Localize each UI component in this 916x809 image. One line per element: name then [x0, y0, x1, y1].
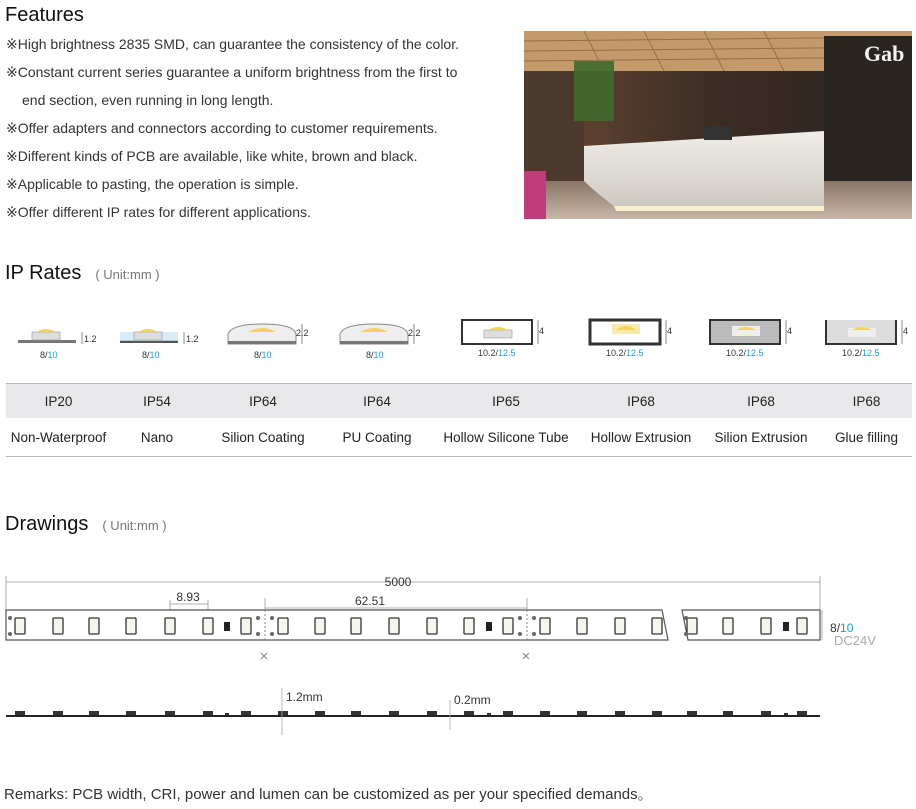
- side-led: [464, 711, 474, 715]
- svg-text:10.2/12.5: 10.2/12.5: [726, 348, 764, 358]
- profile-ip68-extrusion: [710, 320, 792, 358]
- side-led: [15, 711, 25, 715]
- side-led: [652, 711, 662, 715]
- solder-pad: [256, 632, 260, 636]
- features-list: [6, 30, 516, 226]
- side-led: [389, 711, 399, 715]
- side-led: [577, 711, 587, 715]
- resistor: [783, 622, 789, 631]
- led-chip: [577, 618, 587, 634]
- led-chip: [652, 618, 662, 634]
- svg-text:8/10: 8/10: [366, 350, 384, 360]
- side-led: [615, 711, 625, 715]
- svg-text:4: 4: [667, 326, 673, 336]
- led-chip: [89, 618, 99, 634]
- led-chip: [203, 618, 213, 634]
- svg-text:4: 4: [787, 326, 793, 336]
- ip-name-cell: Hollow Extrusion: [581, 418, 701, 457]
- led-chip: [241, 618, 251, 634]
- side-led: [427, 711, 437, 715]
- ip-name-row: [6, 418, 912, 457]
- solder-pad: [518, 616, 522, 620]
- solder-pad: [8, 632, 12, 636]
- svg-text:10.2/12.5: 10.2/12.5: [478, 348, 516, 358]
- solder-pad: [532, 616, 536, 620]
- profile-ip20: [18, 329, 97, 360]
- svg-text:1.2: 1.2: [186, 334, 199, 344]
- led-chip: [615, 618, 625, 634]
- side-led: [797, 711, 807, 715]
- solder-pad: [684, 632, 688, 636]
- side-led: [126, 711, 136, 715]
- side-led: [241, 711, 251, 715]
- drawings-unit: ( Unit:mm ): [102, 518, 167, 533]
- feature-item: ※High brightness 2835 SMD, can guarantee the consistency of the color.: [6, 36, 459, 52]
- side-led: [89, 711, 99, 715]
- svg-text:2.2: 2.2: [296, 328, 309, 338]
- cut-mark-icon: ✕: [521, 651, 531, 663]
- ip-rate-cell: IP68: [821, 384, 912, 419]
- side-resistor: [487, 713, 491, 715]
- svg-text:8/10: 8/10: [40, 350, 58, 360]
- led-chip: [278, 618, 288, 634]
- side-led: [203, 711, 213, 715]
- side-led: [165, 711, 175, 715]
- solder-pad: [270, 616, 274, 620]
- ip-rate-cell: IP68: [701, 384, 821, 419]
- side-led: [278, 711, 288, 715]
- led-chip: [126, 618, 136, 634]
- feature-item: ※Different kinds of PCB are available, like white, brown and black.: [6, 148, 418, 164]
- svg-text:2.2: 2.2: [408, 328, 421, 338]
- ip-rate-cell: IP65: [431, 384, 581, 419]
- solder-pad: [256, 616, 260, 620]
- led-chip: [540, 618, 550, 634]
- led-chip: [165, 618, 175, 634]
- led-chip: [315, 618, 325, 634]
- led-chip: [53, 618, 63, 634]
- ip-profile-icons: [0, 312, 916, 362]
- voltage-label: DC24V: [834, 633, 876, 648]
- remarks-text: Remarks: PCB width, CRI, power and lumen can be customized as per your specified demands。: [4, 786, 653, 803]
- ip-name-cell: Hollow Silicone Tube: [431, 418, 581, 457]
- profile-ip65: [462, 320, 544, 358]
- segment-label: 62.51: [354, 594, 386, 608]
- led-chip: [761, 618, 771, 634]
- pitch-label: 8.93: [176, 590, 200, 604]
- feature-item: ※Offer different IP rates for different applications.: [6, 204, 311, 220]
- feature-item: ※Offer adapters and connectors according to customer requirements.: [6, 120, 438, 136]
- resistor: [486, 622, 492, 631]
- ip-name-cell: Non-Waterproof: [6, 418, 111, 457]
- led-chip: [389, 618, 399, 634]
- profile-ip68-hollow: [590, 320, 672, 358]
- ip-rate-row: [6, 384, 912, 419]
- profile-ip64-pu: [340, 324, 421, 360]
- side-led: [687, 711, 697, 715]
- led-chip: [464, 618, 474, 634]
- ip-name-cell: Glue filling: [821, 418, 912, 457]
- ip-name-cell: Silion Extrusion: [701, 418, 821, 457]
- photo-logo: Gab: [864, 41, 905, 66]
- total-length-label: 5000: [384, 575, 412, 589]
- pcb-thickness-label: 0.2mm: [454, 693, 491, 707]
- led-chip: [503, 618, 513, 634]
- led-chip: [427, 618, 437, 634]
- svg-text:8/10: 8/10: [142, 350, 160, 360]
- ip-rates-title: IP Rates ( Unit:mm ): [5, 262, 160, 284]
- profile-ip64-silicone: [228, 324, 309, 360]
- solder-pad: [684, 616, 688, 620]
- profile-ip68-glue: [826, 320, 908, 358]
- led-thickness-label: 1.2mm: [286, 690, 323, 704]
- ip-rate-cell: IP64: [323, 384, 431, 419]
- ip-rate-cell: IP20: [6, 384, 111, 419]
- side-led: [723, 711, 733, 715]
- drawings-title: Drawings ( Unit:mm ): [5, 513, 167, 535]
- svg-text:1.2: 1.2: [84, 334, 97, 344]
- ip-rate-cell: IP54: [111, 384, 203, 419]
- strip-drawing: [0, 560, 916, 760]
- feature-item: ※Constant current series guarantee a uniform brightness from the first to: [6, 64, 458, 80]
- side-led: [53, 711, 63, 715]
- ip-rate-cell: IP64: [203, 384, 323, 419]
- svg-text:4: 4: [539, 326, 545, 336]
- ip-name-cell: Silion Coating: [203, 418, 323, 457]
- ip-name-cell: PU Coating: [323, 418, 431, 457]
- ip-rate-cell: IP68: [581, 384, 701, 419]
- svg-text:4: 4: [903, 326, 909, 336]
- side-led: [761, 711, 771, 715]
- led-chip: [687, 618, 697, 634]
- side-resistor: [225, 713, 229, 715]
- ip-name-cell: Nano: [111, 418, 203, 457]
- side-resistor: [784, 713, 788, 715]
- solder-pad: [8, 616, 12, 620]
- led-chip: [15, 618, 25, 634]
- width-label: 8/10: [830, 621, 854, 635]
- feature-item-continued: end section, even running in long length.: [22, 92, 274, 108]
- side-led: [540, 711, 550, 715]
- ip-rates-table: [6, 383, 912, 457]
- svg-text:8/10: 8/10: [254, 350, 272, 360]
- side-profile-leds: [15, 711, 807, 715]
- strip-body: [6, 610, 668, 640]
- side-led: [315, 711, 325, 715]
- resistor: [224, 622, 230, 631]
- cut-mark-icon: ✕: [259, 651, 269, 663]
- led-chip: [351, 618, 361, 634]
- ip-rates-unit: ( Unit:mm ): [95, 267, 160, 282]
- svg-text:10.2/12.5: 10.2/12.5: [842, 348, 880, 358]
- side-led: [503, 711, 513, 715]
- features-title: Features: [5, 4, 84, 26]
- led-chip: [797, 618, 807, 634]
- svg-text:10.2/12.5: 10.2/12.5: [606, 348, 644, 358]
- side-led: [351, 711, 361, 715]
- solder-pad: [270, 632, 274, 636]
- feature-item: ※Applicable to pasting, the operation is simple.: [6, 176, 299, 192]
- profile-ip54: [120, 329, 199, 360]
- led-chip: [723, 618, 733, 634]
- application-photo: [524, 31, 912, 219]
- solder-pad: [518, 632, 522, 636]
- solder-pad: [532, 632, 536, 636]
